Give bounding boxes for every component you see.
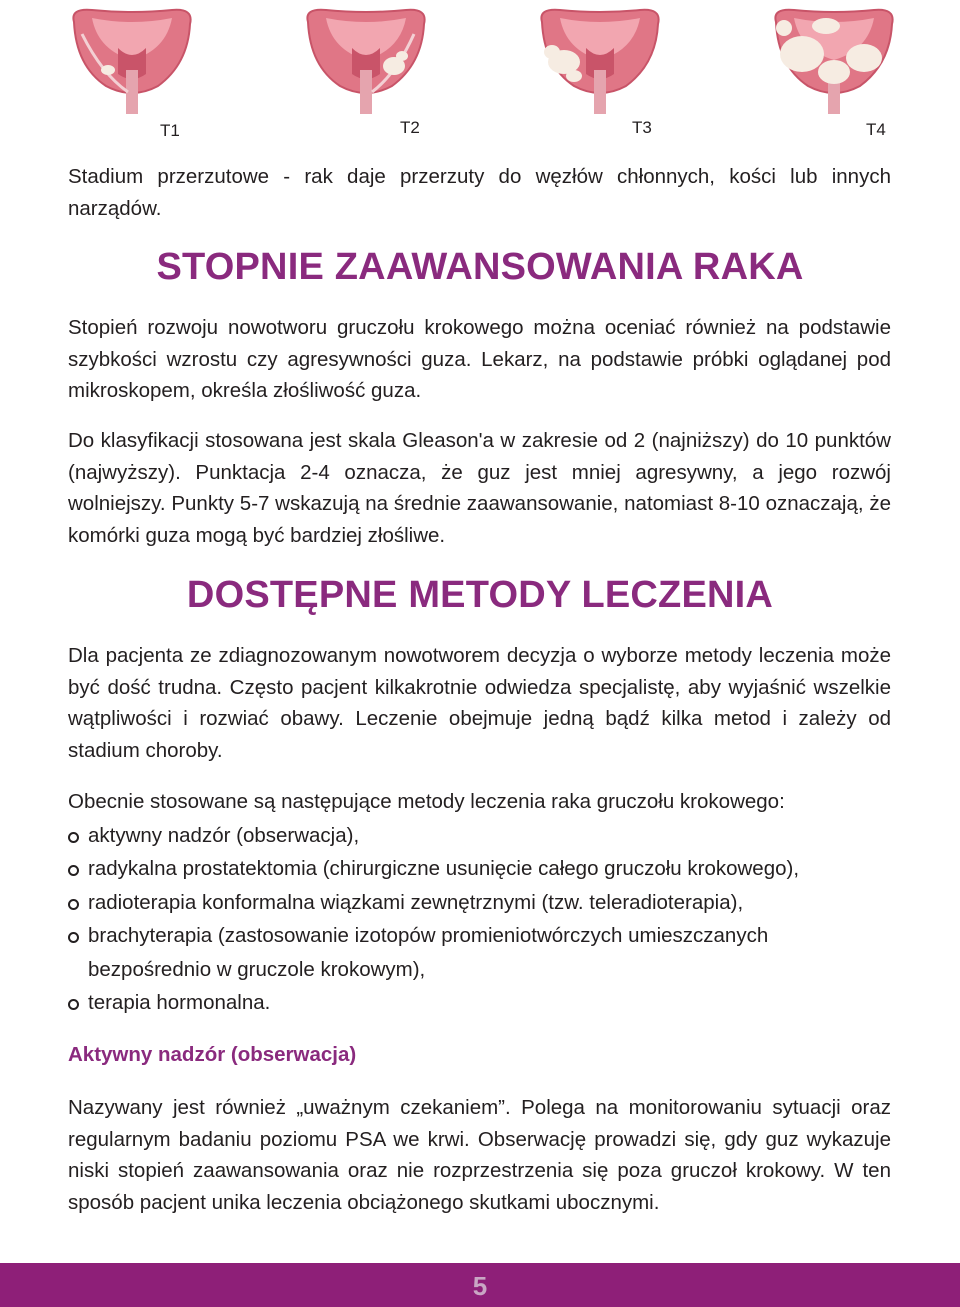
list-item [68, 986, 891, 1020]
section-gleason-body [68, 425, 891, 551]
list-item [68, 886, 891, 920]
stage-illustrations [0, 0, 960, 150]
stage-label-t3: T3 [632, 118, 652, 137]
stage-label-t4: T4 [866, 120, 886, 139]
methods-block [68, 786, 891, 1020]
methods-intro: Obecnie stosowane są następujące metody leczenia raka gruczołu krokowego: [68, 790, 785, 813]
section-heading-stages: STOPNIE ZAAWANSOWANIA RAKA [156, 246, 804, 288]
method-label: radykalna prostatektomia (chirurgiczne usunięcie całego gruczołu krokowego), [88, 857, 800, 880]
metastatic-stage-text: Stadium przerzutowe - rak daje przerzuty do węzłów chłonnych, kości lub innych narządów. [68, 165, 891, 220]
section-treatment-body [68, 640, 891, 766]
bullet-icon [68, 999, 79, 1010]
section-heading-treatment: DOSTĘPNE METODY LECZENIA [186, 574, 774, 616]
bullet-icon [68, 932, 79, 943]
prostate-t3-illustration [530, 4, 670, 114]
bullet-icon [68, 865, 79, 876]
prostate-t4-illustration [764, 4, 904, 114]
methods-list [68, 819, 891, 1020]
prostate-t2-illustration [296, 4, 436, 114]
active-surveillance-paragraph: Nazywany jest również „uważnym czekaniem”. Polega na monitorowaniu sytuacji oraz regularnym badaniu poziomu PSA we krwi. Obserwację prowadzi się, gdy guz wykazuje niski stopień zaawansowania oraz nie rozprzestrzenia się poza gruczoł krokowy. W ten sposób pacjent unika leczenia obciążonego skutkami ubocznymi. [68, 1096, 891, 1214]
method-label: aktywny nadzór (obserwacja), [88, 823, 360, 847]
active-surveillance-body [68, 1092, 891, 1218]
page-footer [0, 1263, 960, 1307]
prostate-t1-illustration [62, 4, 202, 114]
method-label: terapia hormonalna. [88, 991, 271, 1014]
method-label: radioterapia konformalna wiązkami zewnętrznymi (tzw. teleradioterapia), [88, 890, 744, 914]
bullet-icon [68, 832, 79, 843]
section-stages-body [68, 312, 891, 407]
bullet-icon [68, 899, 79, 910]
list-item [68, 852, 891, 886]
stage-label-t2: T2 [400, 118, 420, 137]
method-label: brachyterapia (zastosowanie izotopów promieniotwórczych umieszczanych bezpośrednio w gruczole krokowym), [88, 924, 769, 981]
stages-paragraph-1: Stopień rozwoju nowotworu gruczołu krokowego można oceniać również na podstawie szybkości wzrostu czy agresywności guza. Lekarz, na podstawie próbki oglądanej pod mikroskopem, określa złośliwość guza. [68, 316, 891, 402]
gleason-paragraph: Do klasyfikacji stosowana jest skala Gleason'a w zakresie od 2 (najniższy) do 10 punktów (najwyższy). Punktacja 2-4 oznacza, że guz jest mniej agresywny, a jego rozwój wolniejszy. Punkty 5-7 wskazują na średnie zaawansowanie, natomiast 8-10 oznaczają, że komórki guza mogą być bardziej złośliwe. [68, 429, 891, 547]
section-heading-active-surveillance: Aktywny nadzór (obserwacja) [68, 1043, 357, 1066]
treatment-paragraph-1: Dla pacjenta ze zdiagnozowanym nowotworem decyzja o wyborze metody leczenia może być dość trudna. Często pacjent kilkakrotnie odwiedza specjalistę, aby wyjaśnić wszelkie wątpliwości i rozwiać obawy. Leczenie obejmuje jedną bądź kilka metod i zależy od stadium choroby. [68, 644, 891, 762]
stage-label-t1: T1 [160, 121, 180, 140]
list-item [68, 919, 891, 986]
list-item [68, 819, 891, 853]
page-number: 5 [472, 1271, 488, 1301]
intro-block [68, 161, 891, 224]
